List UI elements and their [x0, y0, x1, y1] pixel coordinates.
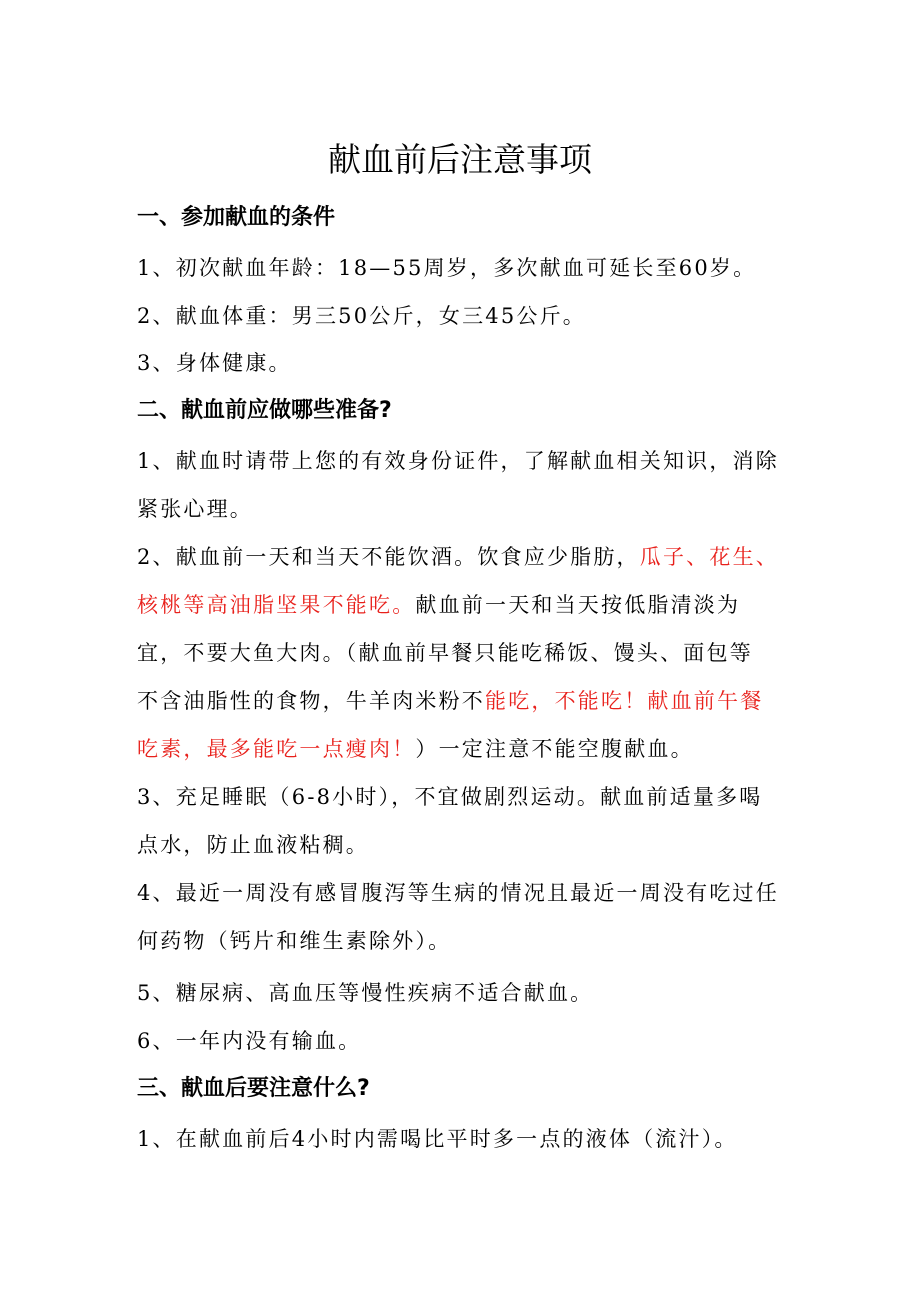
section-heading-preparation: 二、献血前应做哪些准备?	[137, 398, 392, 423]
text-span: 5、糖尿病、高血压等慢性疾病不适合献血。	[137, 981, 594, 1005]
text-span: 4、最近一周没有感冒腹泻等生病的情况且最近一周没有吃过任	[137, 881, 779, 905]
item-diet-line-2	[137, 590, 740, 620]
text-span: 何药物（钙片和维生素除外）。	[137, 929, 452, 953]
text-span: ）一定注意不能空腹献血。	[415, 737, 694, 761]
item-illness-line-2	[137, 926, 451, 956]
item-diet-line-4	[137, 686, 763, 716]
text-span: 点水，防止血液粘稠。	[137, 833, 369, 857]
text-span: 3、充足睡眠（6-8小时），不宜做剧烈运动。献血前适量多喝	[137, 785, 763, 809]
text-span: 6、一年内没有输血。	[137, 1029, 362, 1053]
item-fluids	[137, 1124, 738, 1154]
text-span: 宜，不要大鱼大肉。（献血前早餐只能吃稀饭、馒头、面包等	[137, 641, 753, 665]
section-heading-after: 三、献血后要注意什么?	[137, 1076, 370, 1101]
item-weight	[137, 301, 586, 331]
section-heading-conditions: 一、参加献血的条件	[137, 205, 336, 230]
item-id-line-1	[137, 446, 779, 476]
text-span: 2、献血体重：男三50公斤，女三45公斤。	[137, 304, 587, 328]
item-age	[137, 253, 756, 283]
text-span: 不含油脂性的食物，牛羊肉米粉不	[137, 689, 485, 713]
warning-text: 吃素，最多能吃一点瘦肉！	[137, 737, 416, 761]
text-span: 3、身体健康。	[137, 351, 292, 375]
text-span: 紧张心理。	[137, 497, 253, 521]
warning-text: 核桃等高油脂坚果不能吃。	[137, 593, 416, 617]
item-transfusion	[137, 1026, 361, 1056]
text-span: 1、献血时请带上您的有效身份证件，了解献血相关知识，消除	[137, 449, 779, 473]
item-illness-line-1	[137, 878, 779, 908]
warning-text: 瓜子、花生、	[639, 545, 779, 569]
item-sleep-line-2	[137, 830, 369, 860]
item-diet-line-3	[137, 638, 753, 668]
page-title: 献血前后注意事项	[328, 140, 592, 179]
text-span: 2、献血前一天和当天不能饮酒。饮食应少脂肪，	[137, 545, 640, 569]
item-diet-line-1	[137, 542, 779, 572]
item-diet-line-5	[137, 734, 694, 764]
item-chronic	[137, 978, 593, 1008]
text-span: 1、在献血前后4小时内需喝比平时多一点的液体（流汁）。	[137, 1127, 738, 1151]
text-span: 1、初次献血年龄：18—55周岁，多次献血可延长至60岁。	[137, 256, 757, 280]
text-span: 献血前一天和当天按低脂清淡为	[415, 593, 741, 617]
item-sleep-line-1	[137, 782, 762, 812]
item-health	[137, 348, 292, 378]
item-id-line-2	[137, 494, 253, 524]
warning-text: 能吃，不能吃！献血前午餐	[485, 689, 764, 713]
